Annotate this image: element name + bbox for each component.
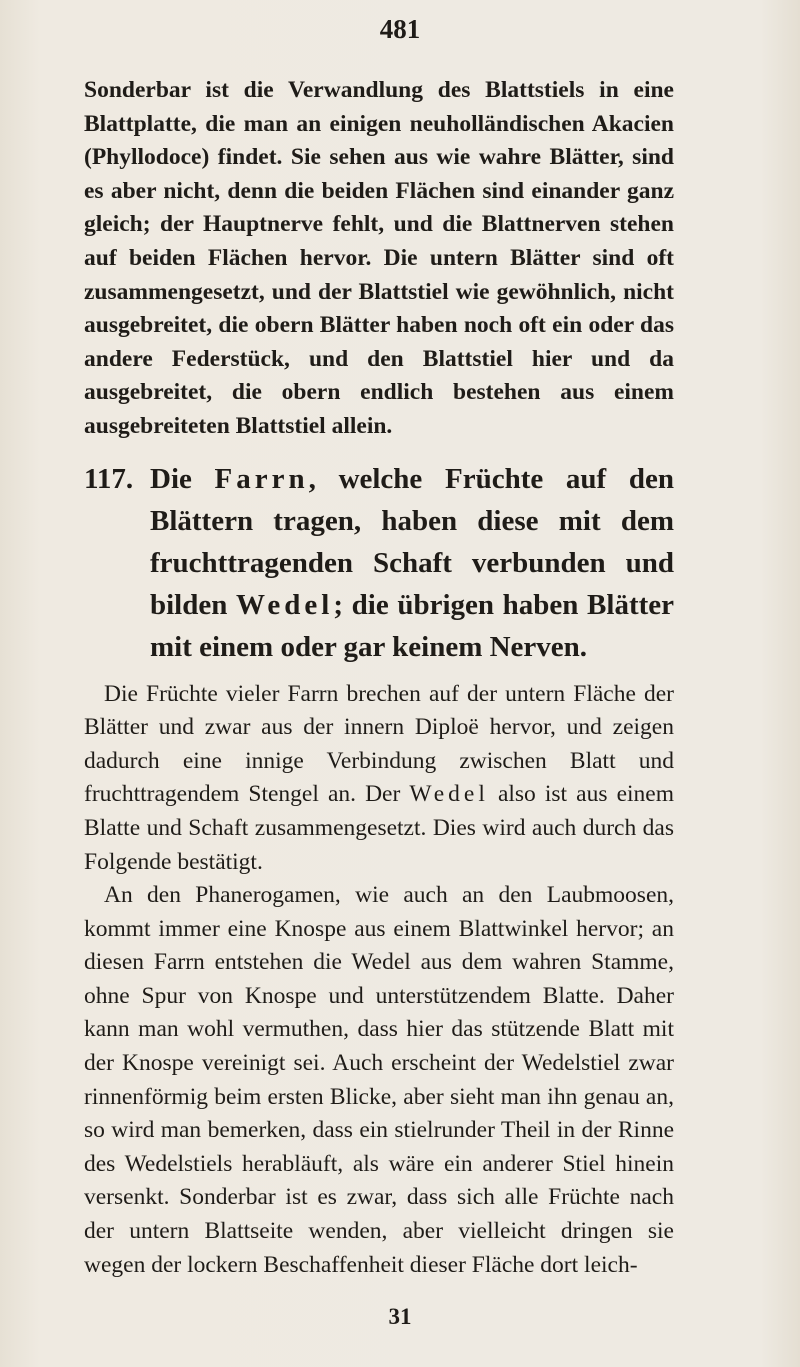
body-paragraph: An den Phanerogamen, wie auch an den Laubmoosen, kommt immer eine Knospe aus einem Blattwinkel hervor; an diesen Farrn entstehen die Wedel aus dem wahren Stamme, ohne Spur von Knospe und unterstützendem Blatte. Daher kann man wohl vermuthen, dass hier das stützende Blatt mit der Knospe vereinigt sei. Auch erscheint der Wedelstiel zwar rinnenförmig beim ersten Blicke, aber sieht man ihn genau an, so wird man bemerken, dass ein stielrunder Theil in der Rinne des Wedelstiels herabläuft, als wäre ein anderer Stiel hinein versenkt. Sonderbar ist es zwar, dass sich alle Früchte nach der untern Blattseite wenden, aber vielleicht dringen sie wegen der lockern Beschaffenheit dieser Fläche dort leich- — [84, 882, 674, 1278]
body-term-wedel: Wedel — [409, 781, 489, 808]
body-paragraph — [84, 678, 674, 880]
heading-term-wedel: Wedel — [236, 588, 334, 621]
body-text: also ist aus einem Blatte und Schaft zusammengesetzt. Dies wird auch durch das Folgende bestätigt. — [84, 781, 674, 875]
section-heading — [150, 458, 674, 668]
heading-text: Die — [150, 462, 215, 495]
signature-mark: 31 — [388, 1304, 412, 1329]
text-column — [84, 74, 674, 1282]
heading-text: , welche Früchte auf den Blättern tragen, haben diese mit dem fruchttragenden Schaft verbunden und bilden — [150, 462, 674, 621]
heading-term-farrn: Farrn — [214, 462, 309, 495]
page-number: 481 — [379, 14, 421, 44]
heading-text: ; die übrigen haben Blätter mit einem oder gar keinem Nerven. — [150, 588, 674, 663]
section-number: 117. — [84, 462, 134, 495]
body-text: Die Früchte vieler Farrn brechen auf der untern Fläche der Blätter und zwar aus der innern Diploë hervor, und zeigen dadurch eine innige Verbindung zwischen Blatt und fruchttragendem Stengel an. Der — [84, 680, 674, 808]
section-heading-block — [84, 458, 674, 668]
intro-paragraph: Sonderbar ist die Verwandlung des Blattstiels in eine Blattplatte, die man an einigen neuholländischen Akacien (Phyllodoce) findet. Sie sehen aus wie wahre Blätter, sind es aber nicht, denn die beiden Flächen sind einander ganz gleich; der Hauptnerve fehlt, und die Blattnerven stehen auf beiden Flächen hervor. Die untern Blätter sind oft zusammengesetzt, und der Blattstiel wie gewöhnlich, nicht ausgebreitet, die obern Blätter haben noch oft ein oder das andere Federstück, und den Blattstiel hier und da ausgebreitet, die obern endlich bestehen aus einem ausgebreiteten Blattstiel allein. — [84, 77, 674, 439]
